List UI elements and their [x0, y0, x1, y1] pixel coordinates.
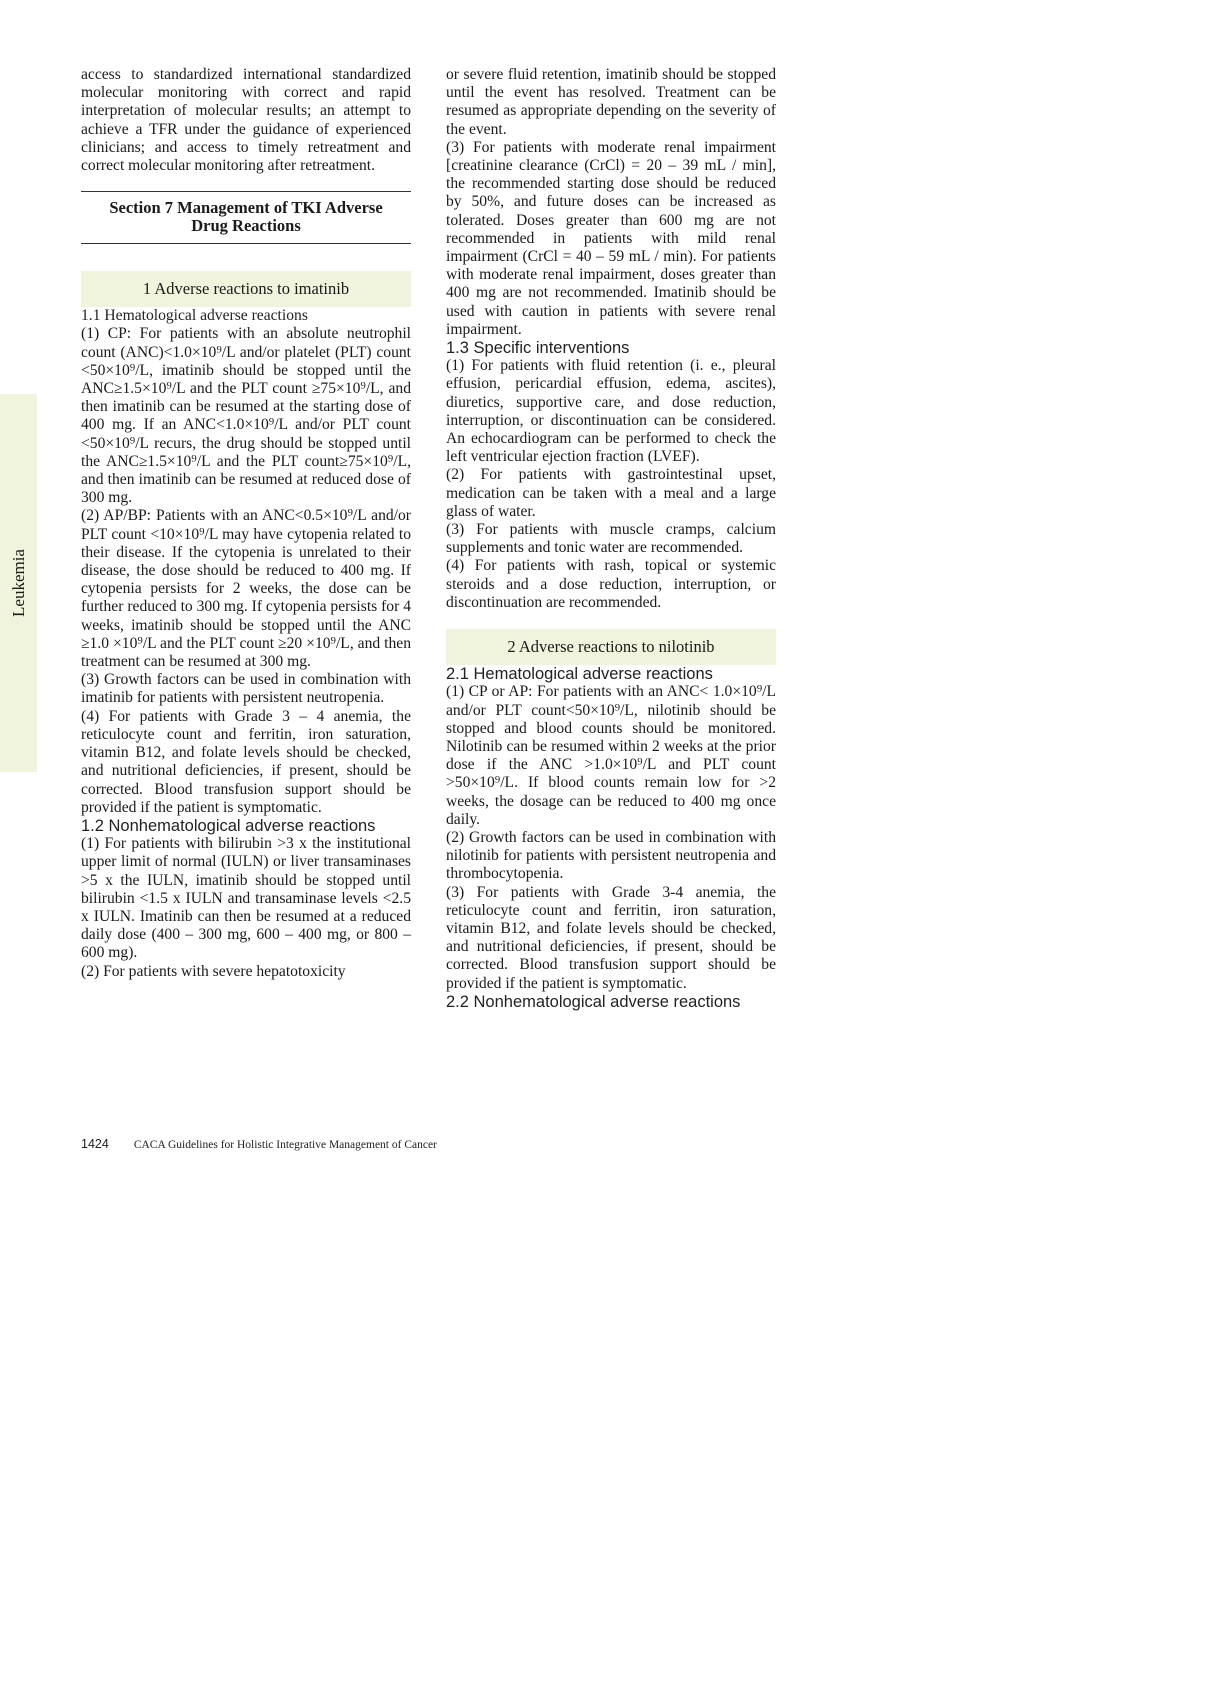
paragraph: (3) For patients with muscle cramps, calcium supplements and tonic water are recommended. [446, 521, 776, 557]
paragraph: (3) Growth factors can be used in combination with imatinib for patients with persistent neutropenia. [81, 671, 411, 707]
paragraph: (1) For patients with bilirubin >3 x the institutional upper limit of normal (IULN) or liver transaminases >5 x the IULN, imatinib should be stopped until bilirubin <1.5 x IULN and transaminase levels <2.5 x IULN. Imatinib can then be resumed at a reduced daily dose (400 – 300 mg, 600 – 400 mg, or 800 – 600 mg). [81, 835, 411, 962]
subheading-2-1: 2.1 Hematological adverse reactions [446, 665, 713, 684]
journal-title: CACA Guidelines for Holistic Integrative Management of Cancer [133, 1139, 437, 1151]
subsection-band-imatinib: 1 Adverse reactions to imatinib [81, 271, 411, 307]
paragraph: (3) For patients with moderate renal impairment [creatinine clearance (CrCl) = 20 – 39 mL / min], the recommended starting dose should be reduced by 50%, and future doses can be increased as tolerated. Doses greater than 600 mg are not recommended in patients with mild renal impairment (CrCl = 40 – 59 mL / min). For patients with moderate renal impairment, doses greater than 400 mg are not recommended. Imatinib should be used with caution in patients with severe renal impairment. [446, 138, 776, 338]
side-tab-label: Leukemia [8, 549, 28, 617]
subheading-1-2: 1.2 Nonhematological adverse reactions [81, 816, 376, 835]
section-heading: Section 7 Management of TKI Adverse Drug Reactions [81, 191, 411, 244]
paragraph: (1) For patients with fluid retention (i. e., pleural effusion, pericardial effusion, edema, ascites), diuretics, supportive care, and dose reduction, interruption, or discontinuation can be considered. An echocardiogram can be performed to check the left ventricular ejection fraction (LVEF). [446, 357, 776, 466]
paragraph: (3) For patients with Grade 3-4 anemia, the reticulocyte count and ferritin, iron saturation, vitamin B12, and folate levels should be checked, and nutritional deficiencies, if present, should be corrected. Blood transfusion support should be provided if the patient is symptomatic. [446, 883, 776, 992]
paragraph: (1) CP: For patients with an absolute neutrophil count (ANC)<1.0×10⁹/L and/or platelet (PLT) count <50×10⁹/L, imatinib should be stopped until the ANC≥1.5×10⁹/L and the PLT count ≥75×10⁹/L, and then imatinib can be resumed at the starting dose of 400 mg. If an ANC<1.0×10⁹/L and/or PLT count <50×10⁹/L recurs, the drug should be stopped until the ANC≥1.5×10⁹/L and the PLT count≥75×10⁹/L, and then imatinib can be resumed at reduced dose of 300 mg. [81, 325, 411, 507]
page-footer [81, 1137, 437, 1152]
subheading-1-3: 1.3 Specific interventions [446, 339, 630, 358]
subheading-1-1: 1.1 Hematological adverse reactions [81, 307, 308, 325]
right-column [446, 66, 776, 1011]
subsection-band-nilotinib: 2 Adverse reactions to nilotinib [446, 629, 776, 665]
paragraph: (2) For patients with severe hepatotoxicity [81, 962, 346, 980]
section-side-tab [0, 394, 37, 772]
page-number: 1424 [81, 1137, 109, 1151]
paragraph: (1) CP or AP: For patients with an ANC< 1.0×10⁹/L and/or PLT count<50×10⁹/L, nilotinib should be stopped and blood counts should be monitored. Nilotinib can be resumed within 2 weeks at the prior dose if the ANC >1.0×10⁹/L and PLT count >50×10⁹/L. If blood counts remain low for >2 weeks, the dosage can be reduced to 400 mg once daily. [446, 683, 776, 828]
subheading-2-2: 2.2 Nonhematological adverse reactions [446, 992, 741, 1011]
intro-paragraph: access to standardized international standardized molecular monitoring with correct and rapid interpretation of molecular results; an attempt to achieve a TFR under the guidance of experienced clinicians; and access to timely retreatment and correct molecular monitoring after retreatment. [81, 66, 411, 175]
paragraph: or severe fluid retention, imatinib should be stopped until the event has resolved. Treatment can be resumed as appropriate depending on the severity of the event. [446, 66, 776, 138]
paragraph: (2) AP/BP: Patients with an ANC<0.5×10⁹/L and/or PLT count <10×10⁹/L may have cytopenia related to their disease. If the cytopenia is unrelated to their disease, the dose should be reduced to 400 mg. If cytopenia persists for 2 weeks, the dose can be further reduced to 300 mg. If cytopenia persists for 4 weeks, imatinib should be stopped until the ANC ≥1.0 ×10⁹/L and the PLT count ≥20 ×10⁹/L, and then treatment can be resumed at 300 mg. [81, 507, 411, 671]
paragraph: (2) For patients with gastrointestinal upset, medication can be taken with a meal and a large glass of water. [446, 466, 776, 520]
paragraph: (2) Growth factors can be used in combination with nilotinib for patients with persistent neutropenia and thrombocytopenia. [446, 828, 776, 883]
paragraph: (4) For patients with Grade 3 – 4 anemia, the reticulocyte count and ferritin, iron saturation, vitamin B12, and folate levels should be checked, and nutritional deficiencies, if present, should be corrected. Blood transfusion support should be provided if the patient is symptomatic. [81, 707, 411, 816]
paragraph: (4) For patients with rash, topical or systemic steroids and a dose reduction, interruption, or discontinuation are recommended. [446, 557, 776, 611]
left-column [81, 66, 411, 981]
